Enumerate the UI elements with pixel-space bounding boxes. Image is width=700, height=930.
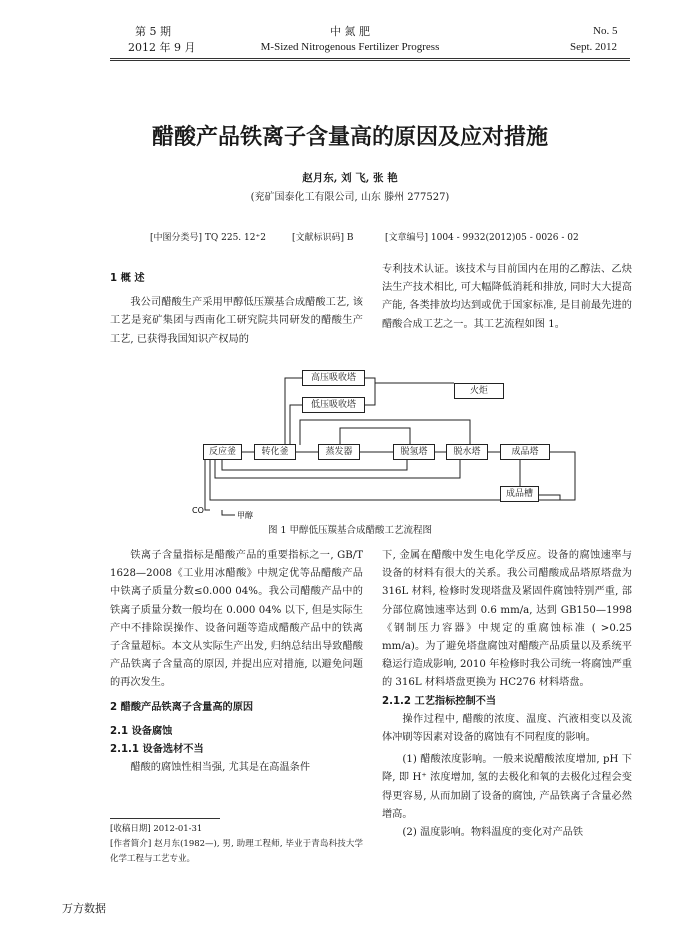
intro-paragraph-cont: 专利技术认证。该技术与目前国内在用的乙醇法、乙炔法生产技术相比, 可大幅降低消耗和排放, 同时大大提高产能, 各类排放均达到或优于国家标准, 是目前最先进的醋酸合成工艺之一。其工艺流程如图 1。 (382, 264, 632, 330)
article-number: [文章编号] 1004 - 9932(2012)05 - 0026 - 02 (385, 233, 579, 243)
product-tank-box: 成品槽 (500, 486, 539, 502)
tank-line (539, 495, 560, 500)
concentration-paragraph: (1) 醋酸浓度影响。一般来说醋酸浓度增加, pH 下降, 即 H⁺ 浓度增加, 氢的去极化和氧的去极化过程会变得更容易, 从而加剧了设备的腐蚀, 产品铁离子含量必然增高。 (382, 754, 632, 820)
converter-box: 转化釜 (254, 444, 296, 460)
section-1-heading: 1 概 述 (110, 273, 145, 284)
issue-number-en: No. 5 (593, 25, 618, 37)
dehydration-tower-box: 脱水塔 (446, 444, 488, 460)
issue-date-cn: 2012 年 9 月 (128, 41, 196, 54)
clc-number: [中图分类号] TQ 225. 12⁺2 (150, 233, 266, 243)
methanol-label: 甲醇 (237, 511, 253, 520)
issue-number: 第 5 期 (135, 25, 171, 38)
journal-title-en: M-Sized Nitrogenous Fertilizer Progress (260, 41, 440, 53)
flow-line-hp-absorber (285, 378, 302, 450)
temperature-paragraph: (2) 温度影响。物料温度的变化对产品铁 (402, 827, 584, 839)
watermark: 万方数据 (62, 902, 106, 915)
process-paragraph: 操作过程中, 醋酸的浓度、温度、汽液相变以及流体冲刷等因素对设备的腐蚀有不同程度的影响。 (382, 713, 632, 744)
methanol-feed-line (222, 510, 235, 515)
flare-box: 火炬 (454, 383, 504, 399)
co-label: CO (192, 506, 204, 515)
received-date: [收稿日期] 2012-01-31 (110, 824, 203, 834)
product-tower-box: 成品塔 (500, 444, 550, 460)
iron-index-paragraph: 铁离子含量指标是醋酸产品的重要指标之一, GB/T 1628—2008《工业用冰醋酸》中规定优等品醋酸产品中铁离子质量分数≤0.000 04%。我公司醋酸产品中的铁离子质量分数一般均在 0.000 04% 以下, 但是实际生产中不排除误操作、设备问题等造成醋酸产品中的铁离子含量超标。本文从实际生产出发, 归纳总结出导致醋酸产品铁离子含量高的原因, 并提出应对措施, 以避免问题的再次发生。 (110, 550, 363, 689)
author-bio: [作者简介] 赵月东(1982—), 男, 助理工程师, 毕业于青岛科技大学化学工程与工艺专业。 (110, 839, 363, 864)
corrosion-paragraph-cont: 下, 金属在醋酸中发生电化学反应。设备的腐蚀速率与设备的材料有很大的关系。我公司醋酸成品塔原塔盘为 316L 材料, 检修时发现塔盘及紧固件腐蚀特别严重, 部分部位腐蚀速率达到 0.6 mm/a, 达到 GB150—1998《钢制压力容器》中规定的重腐蚀标准 ( >0.25 mm/a)。为了避免塔盘腐蚀对醋酸产品质量以及系统平稳运行造成影响, 2010 年检修时我公司统一将腐蚀严重的 316L 材料塔盘更换为 HC276 材料塔盘。 (382, 550, 632, 689)
issue-date-en: Sept. 2012 (570, 41, 618, 53)
figure-caption: 图 1 甲醇低压羰基合成醋酸工艺流程图 (267, 525, 433, 536)
evaporator-box: 蒸发器 (318, 444, 360, 460)
flow-line-lp-to-flare (365, 383, 375, 405)
article-title: 醋酸产品铁离子含量高的原因及应对措施 (151, 125, 548, 150)
co-feed-line (205, 460, 210, 510)
lp-absorber-box: 低压吸收塔 (302, 397, 365, 413)
recycle-line-1 (222, 460, 407, 470)
recycle-line-2 (215, 460, 460, 478)
flow-line-hp-to-flare (365, 378, 454, 383)
journal-title-cn: 中 氮 肥 (330, 25, 370, 38)
vapor-line-2 (300, 420, 470, 445)
section-2-1-1-heading: 2.1.1 设备选材不当 (110, 744, 204, 756)
section-2-1-2-heading: 2.1.2 工艺指标控制不当 (382, 695, 497, 707)
footnote-rule (110, 818, 220, 819)
affiliation: (兖矿国泰化工有限公司, 山东 滕州 277527) (250, 192, 450, 203)
corrosion-paragraph: 醋酸的腐蚀性相当强, 尤其是在高温条件 (130, 762, 311, 774)
hp-absorber-box: 高压吸收塔 (302, 370, 365, 386)
light-ends-tower-box: 脱氢塔 (393, 444, 435, 460)
section-2-1-heading: 2.1 设备腐蚀 (110, 725, 173, 737)
section-2-heading: 2 醋酸产品铁离子含量高的原因 (110, 701, 254, 713)
vapor-line (340, 428, 410, 445)
right-column-bottom (382, 547, 632, 842)
left-column-bottom (110, 547, 363, 777)
footnotes (110, 822, 363, 867)
authors: 赵月东, 刘 飞, 张 艳 (302, 172, 398, 184)
document-code: [文献标识码] B (292, 233, 354, 243)
reactor-box: 反应釜 (203, 444, 242, 460)
intro-paragraph: 我公司醋酸生产采用甲醇低压羰基合成醋酸工艺, 该工艺是兖矿集团与西南化工研究院共同研发的醋酸生产工艺, 已获得我国知识产权局的 (110, 297, 363, 345)
